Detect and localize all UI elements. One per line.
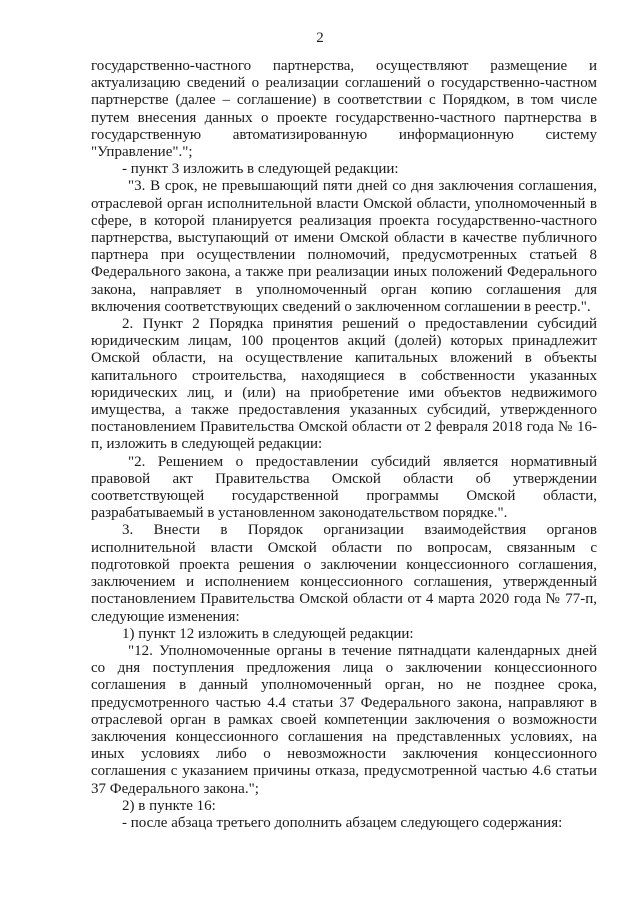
paragraph-item-point-3: - пункт 3 изложить в следующей редакции: — [122, 161, 399, 178]
paragraph-quote-point-3: "3. В срок, не превышающий пяти дней со дня заключения соглашения, отраслевой орган исполнительной власти Омской области, уполномоченный в сфере, в которой планируется реализация проекта государственно-частного партнерства, выступающий от имени Омской области в качестве публичного партнера при осуществлении полномочий, предусмотренных статьей 8 Федерального закона, а также при реализации иных положений Федерального закона, направляет в уполномоченный орган копию соглашения для включения соответствующих сведений о заключенном соглашении в реестр.". — [91, 178, 597, 315]
paragraph-section-2: 2. Пункт 2 Порядка принятия решений о предоставлении субсидий юридическим лицам, 100 процентов акций (долей) которых принадлежит Омской области, на осуществление капитальных вложений в объекты капитального строительства, находящиеся в собственности указанных юридических лиц, и (или) на приобретение ими объектов недвижимого имущества, а также предоставления указанных субсидий, утвержденного постановлением Правительства Омской области от 2 февраля 2018 года № 16-п, изложить в следующей редакции: — [91, 316, 597, 453]
document-body — [91, 58, 597, 832]
paragraph-item-addition: - после абзаца третьего дополнить абзацем следующего содержания: — [122, 814, 563, 831]
paragraph-section-3: 3. Внести в Порядок организации взаимодействия органов исполнительной власти Омской области по вопросам, связанным с подготовкой проекта решения о заключении концессионного соглашения, заключением и исполнением концессионного соглашения, утвержденный постановлением Правительства Омской области от 4 марта 2020 года № 77-п, следующие изменения: — [91, 522, 597, 625]
paragraph-quote-point-12: "12. Уполномоченные органы в течение пятнадцати календарных дней со дня поступления предложения лица о заключении концессионного соглашения в данный уполномоченный орган, но не позднее срока, предусмотренного частью 4.4 статьи 37 Федерального закона, направляют в отраслевой орган в рамках своей компетенции заключения о возможности заключения концессионного соглашения на представленных условиях, на иных условиях либо о невозможности заключения концессионного соглашения с указанием причины отказа, предусмотренной частью 4.6 статьи 37 Федерального закона."; — [91, 642, 597, 797]
page-number: 2 — [316, 30, 324, 46]
paragraph-subitem-1: 1) пункт 12 изложить в следующей редакции: — [122, 625, 414, 642]
paragraph-quote-point-2: "2. Решением о предоставлении субсидий является нормативный правовой акт Правительства Омской области об утверждении соответствующей государственной программы Омской области, разрабатываемый в установленном законодательством порядке.". — [91, 453, 597, 522]
paragraph-subitem-2: 2) в пункте 16: — [122, 797, 216, 814]
paragraph-continuation: государственно-частного партнерства, осуществляют размещение и актуализацию сведений о реализации соглашений о государственно-частном партнерстве (далее – соглашение) в соответствии с Порядком, в том числе путем внесения данных о проекте государственно-частного партнерства в государственную автоматизированную информационную систему "Управление"."; — [91, 58, 597, 161]
